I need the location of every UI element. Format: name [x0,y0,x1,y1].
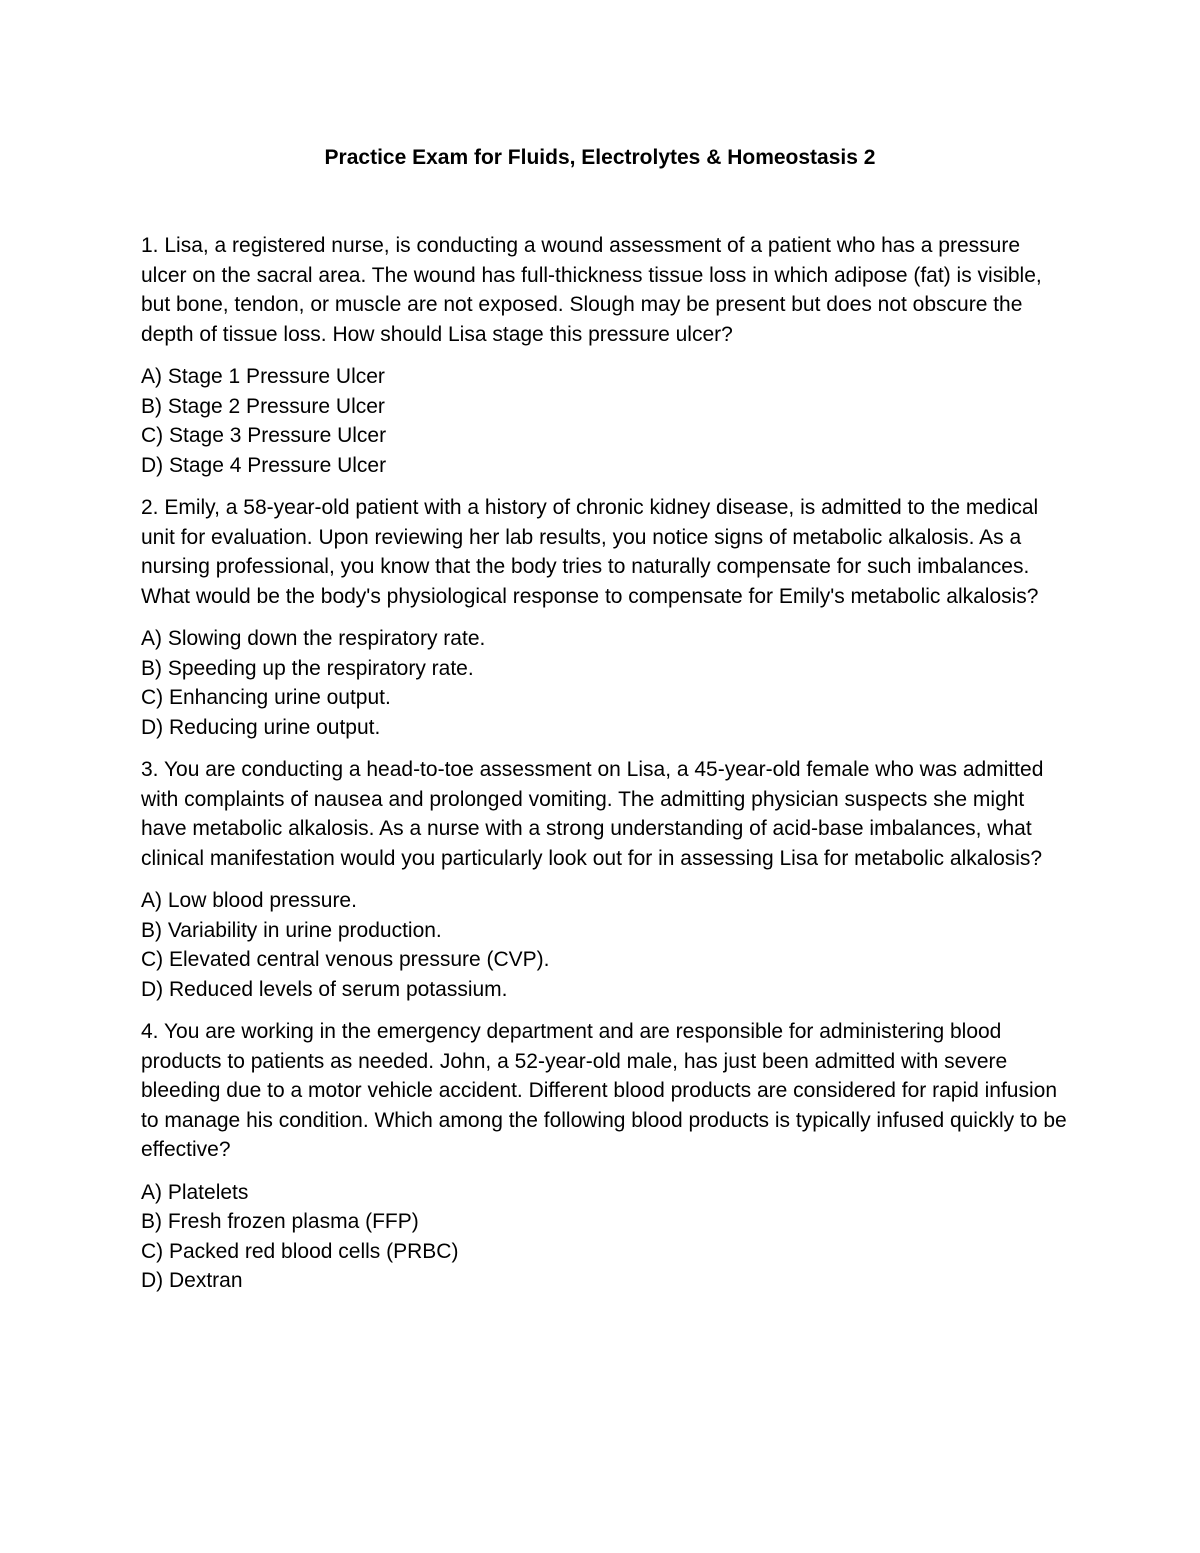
question-3 [141,755,1071,1004]
answer-option-b: B) Stage 2 Pressure Ulcer [141,394,385,418]
answer-options [141,624,1071,742]
answer-option-d: D) Reducing urine output. [141,715,381,739]
answer-option-a: A) Platelets [141,1180,249,1204]
question-2 [141,493,1071,742]
question-text: 1. Lisa, a registered nurse, is conducting a wound assessment of a patient who has a pressure ulcer on the sacral area. The wound has full-thickness tissue loss in which adipose (fat) is visible, but bone, tendon, or muscle are not exposed. Slough may be present but does not obscure the depth of tissue loss. How should Lisa stage this pressure ulcer? [141,234,1042,346]
answer-options [141,362,1071,480]
answer-option-c: C) Packed red blood cells (PRBC) [141,1239,459,1263]
answer-option-a: A) Slowing down the respiratory rate. [141,627,486,650]
question-4 [141,1017,1071,1296]
answer-option-c: C) Enhancing urine output. [141,686,391,709]
answer-options [141,886,1071,1004]
question-text: 3. You are conducting a head-to-toe assessment on Lisa, a 45-year-old female who was admitted with complaints of nausea and prolonged vomiting. The admitting physician suspects she might have metabolic alkalosis. As a nurse with a strong understanding of acid-base imbalances, what clinical manifestation would you particularly look out for in assessing Lisa for metabolic alkalosis? [141,758,1044,870]
answer-option-d: D) Dextran [141,1269,243,1292]
question-1 [141,231,1071,480]
answer-option-b: B) Speeding up the respiratory rate. [141,656,474,680]
answer-option-d: D) Reduced levels of serum potassium. [141,977,508,1001]
answer-option-c: C) Stage 3 Pressure Ulcer [141,424,387,447]
answer-options [141,1178,1071,1296]
question-list [141,231,1071,1309]
page-title: Practice Exam for Fluids, Electrolytes & Homeostasis 2 [324,146,876,169]
answer-option-d: D) Stage 4 Pressure Ulcer [141,453,387,477]
answer-option-a: A) Stage 1 Pressure Ulcer [141,365,385,388]
question-text: 2. Emily, a 58-year-old patient with a history of chronic kidney disease, is admitted to the medical unit for evaluation. Upon reviewing her lab results, you notice signs of metabolic alkalosis. As a nursing professional, you know that the body tries to naturally compensate for such imbalances. What would be the body's physiological response to compensate for Emily's metabolic alkalosis? [141,496,1039,608]
question-text: 4. You are working in the emergency department and are responsible for administering blood products to patients as needed. John, a 52-year-old male, has just been admitted with severe bleeding due to a motor vehicle accident. Different blood products are considered for rapid infusion to manage his condition. Which among the following blood products is typically infused quickly to be effective? [141,1020,1067,1161]
answer-option-b: B) Variability in urine production. [141,918,442,942]
answer-option-b: B) Fresh frozen plasma (FFP) [141,1210,419,1233]
answer-option-c: C) Elevated central venous pressure (CVP). [141,948,550,971]
answer-option-a: A) Low blood pressure. [141,889,357,912]
